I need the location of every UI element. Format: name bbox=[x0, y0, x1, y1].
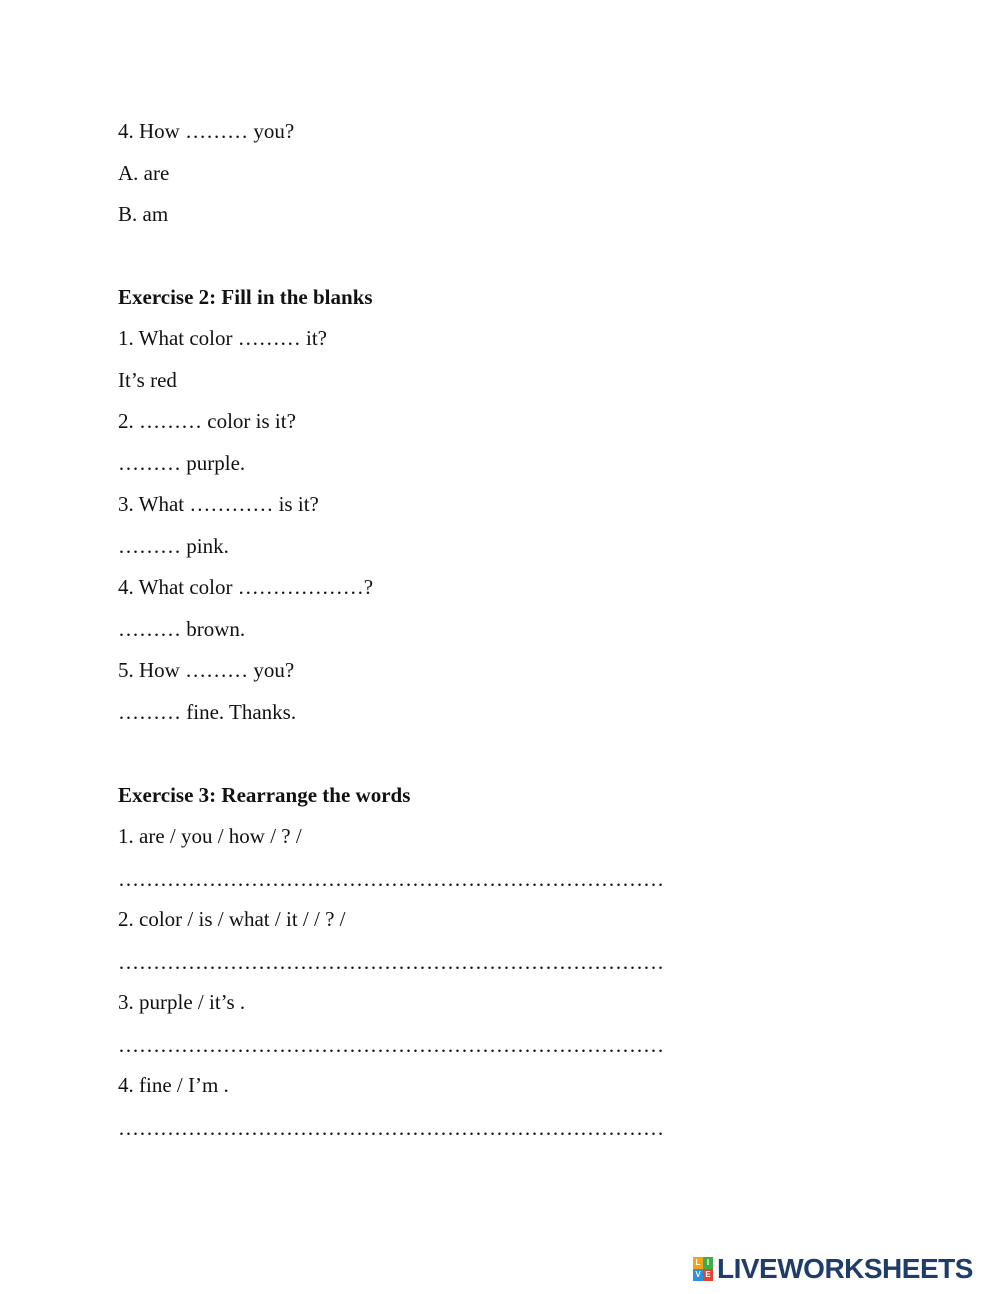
exercise-2-line: ……… brown. bbox=[118, 617, 246, 641]
exercise-2-heading: Exercise 2: Fill in the blanks bbox=[118, 285, 373, 309]
liveworksheets-logo bbox=[693, 1255, 973, 1283]
exercise-2-line: 3. What ………… is it? bbox=[118, 492, 319, 516]
answer-option-a[interactable]: A. are bbox=[118, 161, 170, 185]
answer-blank[interactable]: …………………………………………………………………… bbox=[118, 1116, 664, 1140]
answer-blank[interactable]: …………………………………………………………………… bbox=[118, 950, 664, 974]
exercise-2-line: It’s red bbox=[118, 368, 177, 392]
logo-mark-letter: L bbox=[693, 1257, 703, 1269]
exercise-2-line: ……… pink. bbox=[118, 534, 229, 558]
exercise-2-line: 5. How ……… you? bbox=[118, 658, 295, 682]
exercise-2-line: 4. What color ………………? bbox=[118, 575, 374, 599]
live-logo-icon bbox=[693, 1257, 713, 1281]
logo-text: LIVEWORKSHEETS bbox=[717, 1253, 973, 1284]
exercise-2-line: ……… purple. bbox=[118, 451, 246, 475]
exercise-2-line: 1. What color ……… it? bbox=[118, 326, 327, 350]
exercise-3-heading: Exercise 3: Rearrange the words bbox=[118, 783, 411, 807]
exercise-3-line: 2. color / is / what / it / / ? / bbox=[118, 907, 346, 931]
logo-mark-letter: V bbox=[693, 1269, 703, 1281]
question-text: 4. How ……… you? bbox=[118, 119, 295, 143]
exercise-3-line: 4. fine / I’m . bbox=[118, 1073, 229, 1097]
exercise-2-line: 2. ……… color is it? bbox=[118, 409, 296, 433]
exercise-3-line: 1. are / you / how / ? / bbox=[118, 824, 302, 848]
logo-mark-letter: I bbox=[703, 1257, 713, 1269]
answer-blank[interactable]: …………………………………………………………………… bbox=[118, 867, 664, 891]
exercise-2-line: ……… fine. Thanks. bbox=[118, 700, 297, 724]
answer-blank[interactable]: …………………………………………………………………… bbox=[118, 1033, 664, 1057]
logo-mark-letter: E bbox=[703, 1269, 713, 1281]
answer-option-b[interactable]: B. am bbox=[118, 202, 169, 226]
exercise-3-line: 3. purple / it’s . bbox=[118, 990, 246, 1014]
